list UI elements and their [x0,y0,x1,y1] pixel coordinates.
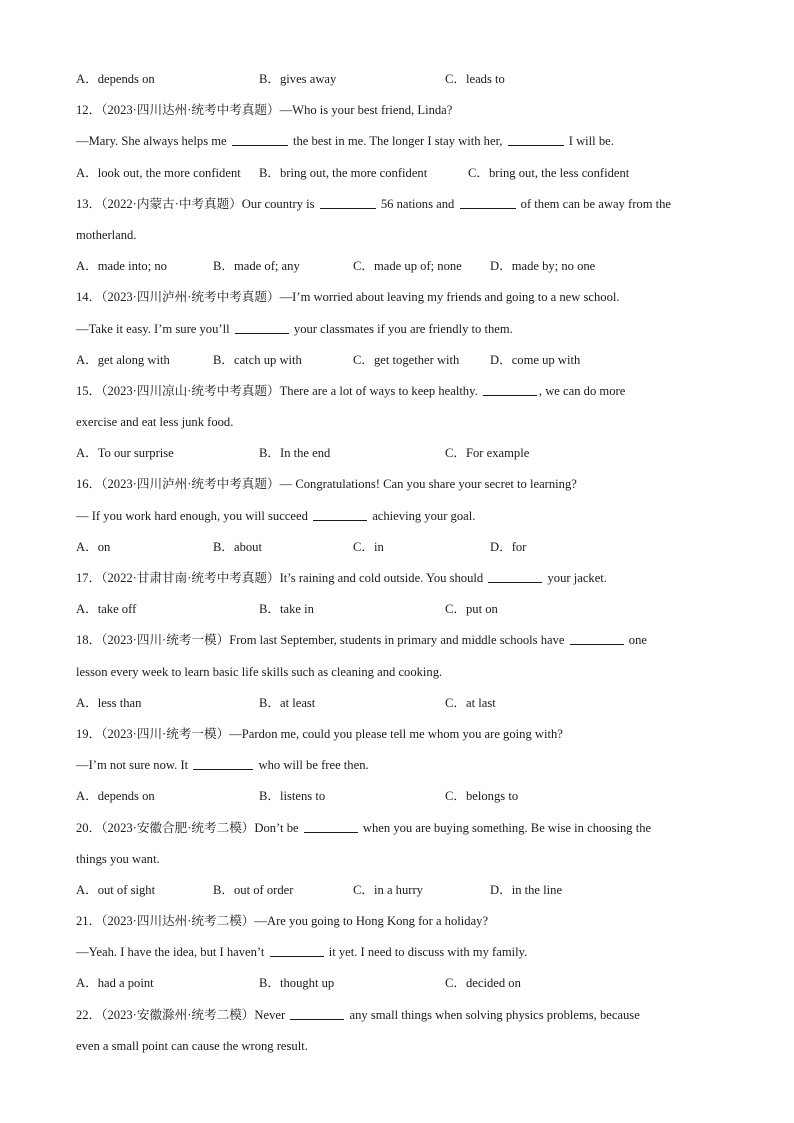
q14-options [76,345,726,376]
q21-dialogue [76,937,726,968]
q16-text-1: — If you work hard enough, you will succeed [76,508,308,523]
q13-stem-cont: motherland. [76,227,137,242]
q18-stem [76,625,726,656]
q21-stem: 21．（2023·四川达州·统考二模）—Are you going to Hong Kong for a holiday? [76,914,489,929]
q15-option-c[interactable]: C．For example [445,446,530,461]
q16-stem: 16．（2023·四川泸州·统考中考真题）— Congratulations! Can you share your secret to learning? [76,477,577,492]
q19-options [76,781,726,812]
q15-stem [76,376,726,407]
q20-option-b[interactable]: B．out of order [213,882,294,897]
q18-option-c[interactable]: C．at last [445,695,496,710]
q12-text-2: the best in me. The longer I stay with her, [292,134,503,149]
q17-option-b[interactable]: B．take in [259,602,314,617]
q15-option-b[interactable]: B．In the end [259,446,331,461]
q21-blank [270,944,324,957]
q21-text-2: it yet. I need to discuss with my family. [328,945,528,960]
q20-option-c[interactable]: C．in a hurry [353,882,423,897]
q14-blank [235,321,289,334]
q12-text-3: I will be. [568,134,614,149]
q22-stem [76,1000,726,1031]
q14-option-d[interactable]: D．come up with [490,352,581,367]
q17-option-a[interactable]: A．take off [76,602,137,617]
q18-text-2: one [628,633,647,648]
q16-option-a[interactable]: A．on [76,539,111,554]
q14-option-b[interactable]: B．catch up with [213,352,302,367]
q13-option-a[interactable]: A．made into; no [76,259,167,274]
q15-options [76,438,726,469]
q19-text-1: —I’m not sure now. It [76,758,189,773]
q11-option-a[interactable]: A．depends on [76,72,155,86]
q22-text-2: any small things when solving physics problems, because [349,1007,640,1022]
q19-text-2: who will be free then. [258,758,369,773]
q20-text-1: 20．（2023·安徽合肥·统考二模）Don’t be [76,820,299,835]
q20-stem-cont: things you want. [76,851,160,866]
q13-option-d[interactable]: D．made by; no one [490,259,596,274]
q13-blank-1 [320,196,376,209]
q12-options [76,158,726,189]
q13-stem [76,189,726,220]
q19-dialogue [76,750,726,781]
q19-blank [193,757,253,770]
q18-text-1: 18．（2023·四川·统考一模）From last September, students in primary and middle schools have [76,633,565,648]
q16-options [76,532,726,563]
q19-option-b[interactable]: B．listens to [259,789,326,804]
q18-option-a[interactable]: A．less than [76,695,142,710]
q12-blank-1 [232,133,288,146]
q14-text-1: —Take it easy. I’m sure you’ll [76,321,230,336]
q17-option-c[interactable]: C．put on [445,602,498,617]
q14-option-a[interactable]: A．get along with [76,352,170,367]
q15-blank [483,383,537,396]
q12-stem: 12．（2023·四川达州·统考中考真题）—Who is your best friend, Linda? [76,103,453,118]
q18-blank [570,632,624,645]
q20-option-a[interactable]: A．out of sight [76,882,156,897]
q16-option-b[interactable]: B．about [213,539,262,554]
q14-text-2: your classmates if you are friendly to them. [293,321,513,336]
q19-stem: 19．（2023·四川·统考一模）—Pardon me, could you please tell me whom you are going with? [76,726,563,741]
q11-option-c[interactable]: C．leads to [445,72,505,86]
q15-stem-cont: exercise and eat less junk food. [76,415,234,430]
q16-option-d[interactable]: D．for [490,539,527,554]
q17-text-2: your jacket. [547,571,607,585]
q13-text-2: 56 nations and [380,196,455,211]
q18-option-b[interactable]: B．at least [259,695,316,710]
q20-option-d[interactable]: D．in the line [490,882,563,897]
q20-text-2: when you are buying something. Be wise in choosing the [362,820,652,835]
q21-option-a[interactable]: A．had a point [76,976,154,991]
q16-option-c[interactable]: C．in [353,539,384,554]
q22-blank [290,1007,344,1020]
q12-blank-2 [508,133,564,146]
q17-options [76,594,726,625]
q17-stem [76,563,726,594]
q12-option-b[interactable]: B．bring out, the more confident [259,165,428,180]
q18-options [76,688,726,719]
q16-dialogue [76,501,726,532]
q13-text-3: of them can be away from the [520,196,672,211]
q11-options [76,64,726,95]
q17-blank [488,570,542,583]
q20-blank [304,820,358,833]
q12-dialogue [76,126,726,157]
q14-option-c[interactable]: C．get together with [353,352,460,367]
q21-option-c[interactable]: C．decided on [445,976,521,991]
q14-dialogue [76,314,726,345]
q17-text-1: 17．（2022·甘肃甘南·统考中考真题）It’s raining and cold outside. You should [76,571,484,585]
q13-option-c[interactable]: C．made up of; none [353,259,462,274]
q21-options [76,968,726,999]
q22-stem-cont: even a small point can cause the wrong result. [76,1038,308,1053]
q13-options [76,251,726,282]
q12-text-1: —Mary. She always helps me [76,134,227,149]
q18-stem-cont: lesson every week to learn basic life skills such as cleaning and cooking. [76,664,443,679]
q16-blank [313,508,367,521]
q11-option-b[interactable]: B．gives away [259,72,337,86]
q22-text-1: 22．（2023·安徽滁州·统考二模）Never [76,1007,286,1022]
q21-text-1: —Yeah. I have the idea, but I haven’t [76,945,265,960]
q13-blank-2 [460,196,516,209]
q21-option-b[interactable]: B．thought up [259,976,335,991]
q14-stem: 14．（2023·四川泸州·统考中考真题）—I’m worried about leaving my friends and going to a new school. [76,290,620,305]
q19-option-a[interactable]: A．depends on [76,789,155,804]
question-page [76,64,726,1062]
q19-option-c[interactable]: C．belongs to [445,789,519,804]
q13-text-1: 13．（2022·内蒙古·中考真题）Our country is [76,196,315,211]
q16-text-2: achieving your goal. [372,508,476,523]
q12-option-a[interactable]: A．look out, the more confident [76,165,241,180]
q15-text-2: , we can do more [538,383,626,398]
q20-options [76,875,726,906]
q13-option-b[interactable]: B．made of; any [213,259,300,274]
q15-text-1: 15．（2023·四川凉山·统考中考真题）There are a lot of ways to keep healthy. [76,383,478,398]
q20-stem [76,813,726,844]
q12-option-c[interactable]: C．bring out, the less confident [468,165,630,180]
q15-option-a[interactable]: A．To our surprise [76,446,174,461]
